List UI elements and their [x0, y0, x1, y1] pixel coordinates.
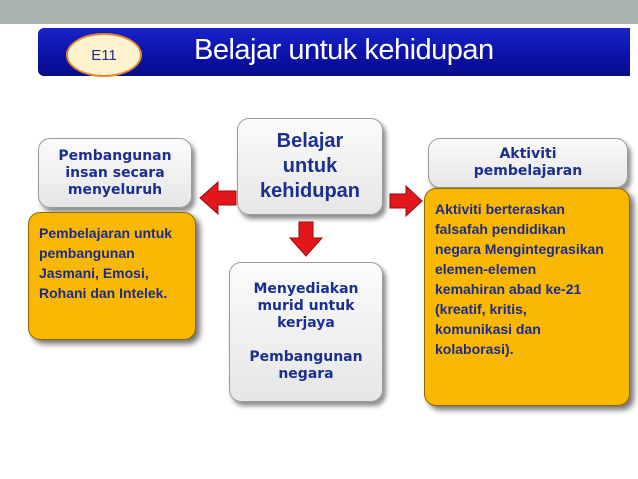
right-body-box: Aktiviti berteraskan falsafah pendidikan negara Mengintegrasikan elemen-elemen kemahiran abad ke-21 (kreatif, kritis, komunikasi dan kolaborasi).	[424, 188, 630, 406]
bottom-box: Menyediakan murid untuk kerjaya Pembangunan negara	[229, 262, 383, 402]
center-concept-box: Belajar untuk kehidupan	[237, 118, 383, 215]
left-heading-box: Pembangunan insan secara menyeluruh	[38, 138, 192, 208]
slide-title: Belajar untuk kehidupan	[194, 34, 494, 66]
arrow-left-icon	[198, 180, 238, 216]
arrow-down-icon	[288, 220, 324, 258]
slide-number-badge: E11	[66, 33, 142, 77]
right-heading-box: Aktiviti pembelajaran	[428, 138, 628, 188]
arrow-right-icon	[388, 184, 424, 218]
left-body-box: Pembelajaran untuk pembangunan Jasmani, Emosi, Rohani dan Intelek.	[28, 212, 196, 340]
top-strip	[0, 0, 638, 24]
